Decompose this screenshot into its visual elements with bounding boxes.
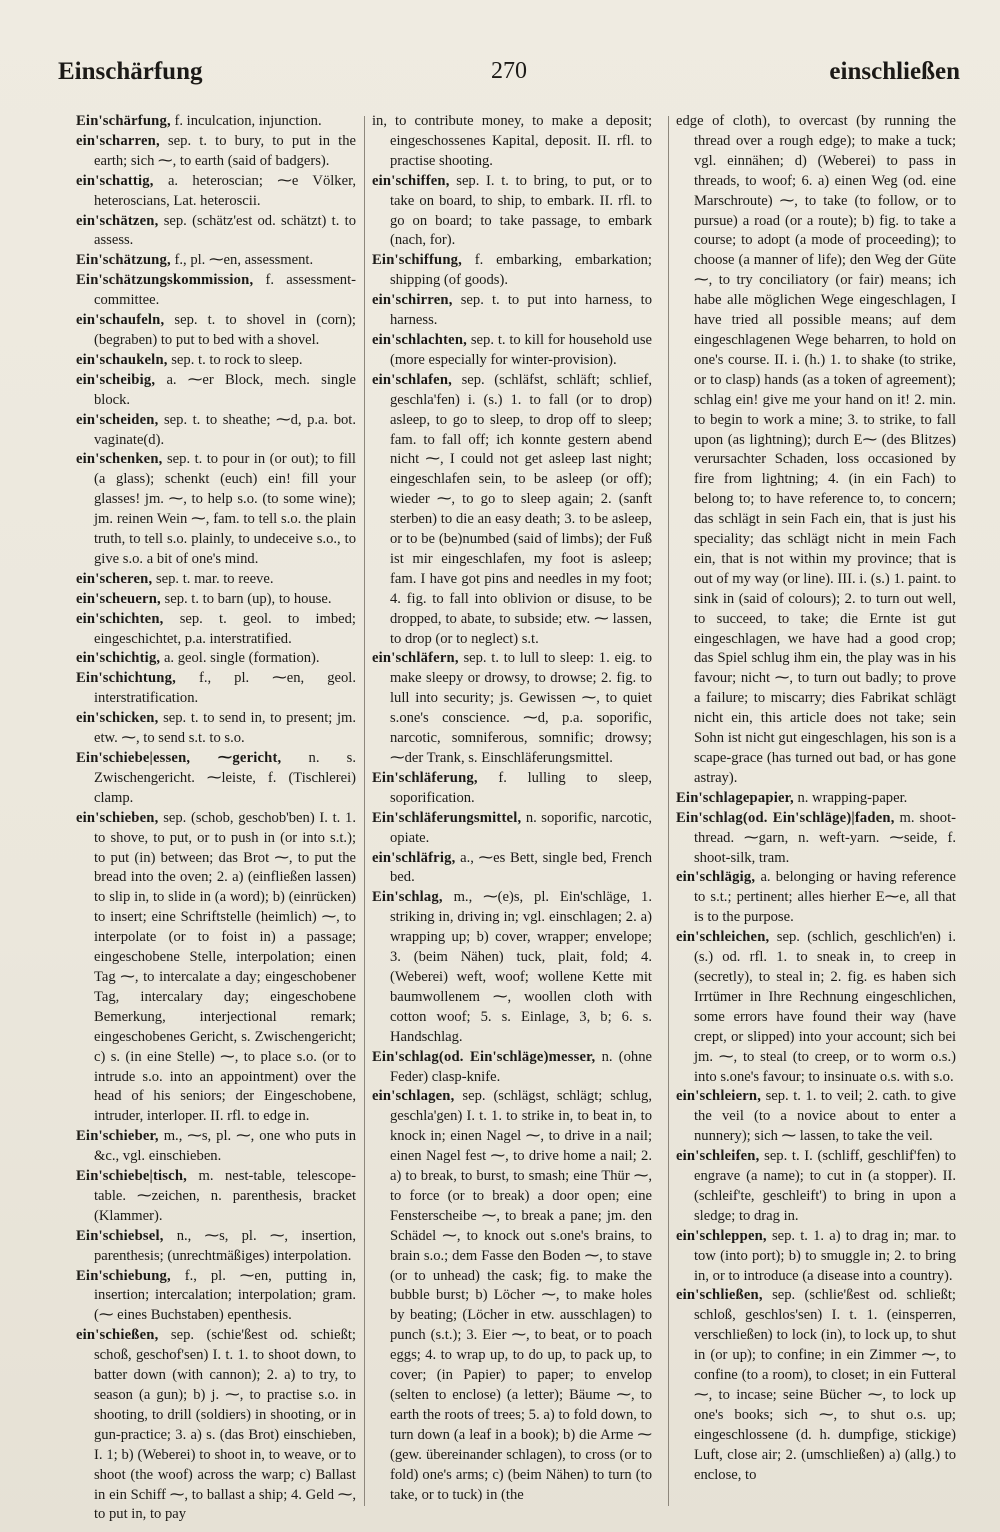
dictionary-entry [676, 789, 956, 809]
entry-definition: n. (ohne Feder) clasp-knife. [390, 1048, 652, 1085]
entry-definition: f. lulling to sleep, soporification. [390, 769, 652, 806]
entry-headword: ein'schleiern, [676, 1088, 762, 1105]
entry-headword: ein'schattig, [76, 172, 154, 189]
entry-headword: ein'scharren, [76, 132, 160, 149]
entry-definition: m. shoot-thread. ⁓garn, n. weft-yarn. ⁓seide, f. shoot-silk, tram. [694, 809, 956, 866]
dictionary-entry [76, 450, 356, 569]
dictionary-entry [372, 849, 652, 889]
dictionary-entry [676, 112, 956, 789]
dictionary-entry [676, 809, 956, 869]
entry-definition: sep. t. to put into harness, to harness. [390, 292, 652, 329]
entry-definition: sep. t. to shovel in (corn); (begraben) to put to bed with a shovel. [94, 312, 356, 348]
entry-definition: sep. t. I. (schliff, geschlif'fen) to engrave (a name); to cut in (a stopper). II. (schleif'te, geschleift') to bring in upon a sledge; to drag in. [694, 1148, 956, 1224]
dictionary-entry [372, 888, 652, 1047]
entry-definition: m. nest-table, telescope-table. ⁓zeichen, n. parenthesis, bracket (Klammer). [94, 1168, 356, 1224]
entry-definition: f. embarking, embarkation; shipping (of goods). [390, 252, 652, 289]
column-divider [668, 116, 669, 1506]
dictionary-entry [676, 1087, 956, 1147]
dictionary-entry [372, 371, 652, 650]
dictionary-entry [676, 1147, 956, 1227]
entry-headword: ein'schirren, [372, 292, 453, 309]
entry-definition: n. s. Zwischengericht. ⁓leiste, f. (Tischlerei) clamp. [94, 750, 356, 806]
text-columns [76, 112, 956, 1522]
entry-headword: ein'schichten, [76, 610, 164, 627]
entry-definition: f. inculcation, injunction. [170, 113, 322, 129]
entry-headword: Ein'schiebsel, [76, 1227, 164, 1244]
entry-headword: ein'schicken, [76, 710, 159, 727]
dictionary-entry [76, 172, 356, 212]
dictionary-entry [372, 112, 652, 172]
entry-definition: a. belonging or having reference to s.t.; pertinent; alles hierher E⁓e, all that is to the purpose. [694, 869, 956, 926]
running-header [58, 58, 960, 98]
entry-headword: Ein'schlagepapier, [676, 789, 794, 806]
dictionary-entry [76, 112, 356, 132]
entry-definition: sep. t. 1. to veil; 2. cath. to give the veil (to a novice about to enter a nunnery); sich ⁓ lassen, to take the veil. [694, 1088, 956, 1145]
entry-headword: Ein'schichtung, [76, 670, 176, 687]
entry-headword: ein'schleifen, [676, 1148, 760, 1165]
entry-headword: ein'schleichen, [676, 929, 770, 946]
entry-definition: sep. I. t. to bring, to put, or to take on board, to ship, to embark. II. rfl. to go on board; to take passage, to embark (nach, for). [390, 172, 652, 249]
entry-definition: sep. t. to rock to sleep. [167, 351, 303, 368]
entry-headword: Ein'schlag(od. Ein'schläge)messer, [372, 1048, 596, 1065]
entry-definition: sep. t. to lull to sleep: 1. eig. to make sleepy or drowsy, to drowse; 2. fig. to lull into security; js. Gewissen ⁓, to quiet s.one's conscience. ⁓d, p.a. soporific, narcotic, somniferous, somnific; drowsy; ⁓der Trank, s. Einschläferungsmittel. [390, 650, 652, 766]
entry-headword: ein'schiffen, [372, 172, 450, 189]
dictionary-entry [372, 1048, 652, 1088]
dictionary-entry [76, 649, 356, 669]
entry-definition: n., ⁓s, pl. ⁓, insertion, parenthesis; (unrechtmäßiges) interpolation. [94, 1227, 356, 1264]
dictionary-entry [676, 928, 956, 1087]
dictionary-entry [76, 610, 356, 650]
entry-headword: ein'schlachten, [372, 331, 468, 348]
dictionary-entry [676, 1286, 956, 1485]
entry-definition: m., ⁓(e)s, pl. Ein'schläge, 1. striking in, driving in; vgl. einschlagen; 2. a) wrapping up; b) cover, wrapper; envelope; 3. (beim Nähen) tuck, plait, fold; 4. (Weberei) weft, woof; wollene Kette mit baumwollenem ⁓, woollen cloth with cotton woof; 5. s. Einlage, 3, b; 6. s. Handschlag. [390, 889, 652, 1045]
entry-definition: sep. t. to kill for household use (more especially for winter-provision). [390, 331, 652, 368]
dictionary-entry [76, 1267, 356, 1327]
entry-definition: a., ⁓es Bett, single bed, French bed. [390, 849, 652, 886]
dictionary-entry [76, 251, 356, 271]
entry-headword: Ein'schätzung, [76, 252, 171, 269]
entry-headword: ein'schließen, [676, 1287, 763, 1304]
dictionary-entry [76, 1167, 356, 1227]
dictionary-entry [76, 749, 356, 809]
dictionary-entry [76, 132, 356, 172]
entry-headword: Ein'schiebe|tisch, [76, 1168, 188, 1185]
dictionary-entry [76, 1227, 356, 1267]
entry-definition: sep. (schlie'ßest od. schließt; schloß, geschlos'sen) I. t. 1. (einsperren, verschließen) to lock (in), to lock up, to shut in (or up); to confine; in ein Zimmer ⁓, to confine (to a room), to closet; in ein Futteral ⁓, to incase; seine Bücher ⁓, to lock up one's books; sich ⁓, to shut o.s. up; eingeschlossene (d. h. dumpfige, stickige) Luft, close air; 2. (umschließen) a) (allg.) to enclose, to [694, 1287, 956, 1483]
entry-headword: ein'schaufeln, [76, 312, 165, 329]
column-1 [76, 112, 356, 1522]
dictionary-entry [372, 291, 652, 331]
entry-definition: sep. (schob, geschob'ben) I. t. 1. to shove, to put, or to push in (or into s.t.); to put (in) between; das Brot ⁓, to put the bread into the oven; 2. a) (einfließen lassen) to slip in, to slide in (a word); b) (einrücken) to insert; eine Schriftstelle (heimlich) ⁓, to interpolate (or to foist in) a passage; eingeschobene Stelle, interpolation; einen Tag ⁓, to intercalate a day; eingeschobener Tag, intercalary day; eingeschobene Bemerkung, interjectional remark; eingeschobenes Gericht, s. Zwischengericht; c) s. (in eine Stelle) ⁓, to place s.o. (or to intrude s.o. into an appointment) over the head of his seniors; der Eingeschobene, intruder, interloper. II. rfl. to edge in. [94, 809, 356, 1125]
page-number: 270 [491, 58, 527, 84]
header-right-guideword: einschließen [829, 58, 960, 85]
entry-headword: ein'schießen, [76, 1327, 159, 1344]
dictionary-entry [676, 868, 956, 928]
dictionary-entry [76, 351, 356, 371]
header-left-guideword: Einschärfung [58, 58, 203, 85]
entry-headword: ein'schläfrig, [372, 849, 456, 866]
entry-headword: Ein'schätzungskommission, [76, 272, 254, 289]
dictionary-entry [372, 172, 652, 252]
entry-definition: sep. t. 1. a) to drag in; mar. to tow (into port); b) to smuggle in; 2. to bring in, or to introduce (a disease into a country). [694, 1227, 956, 1284]
entry-definition: sep. (schlich, geschlich'en) i. (s.) od. rfl. 1. to sneak in, to creep in (secretly), to steal in; 2. fig. es haben sich Irrtümer in Ihre Rechnung eingeschlichen, some errors have found their way (have crept, or slipped) into your account; sich bei jm. ⁓, to steal (to creep, or to worm o.s.) into s.one's favour; to insinuate o.s. with s.o. [694, 929, 956, 1085]
dictionary-entry [76, 271, 356, 311]
dictionary-entry [372, 1087, 652, 1505]
entry-headword: Ein'schläferungsmittel, [372, 809, 522, 826]
entry-headword: Ein'schläferung, [372, 769, 478, 786]
dictionary-entry [372, 331, 652, 371]
dictionary-entry [76, 669, 356, 709]
column-2 [372, 112, 652, 1522]
dictionary-entry [76, 371, 356, 411]
entry-headword: ein'schaukeln, [76, 351, 168, 368]
dictionary-entry [372, 809, 652, 849]
entry-headword: Ein'schärfung, [76, 113, 171, 129]
entry-headword: Ein'schiebe|essen, ⁓gericht, [76, 750, 282, 766]
entry-headword: ein'scheuern, [76, 590, 161, 607]
dictionary-entry [76, 590, 356, 610]
entry-definition: f., pl. ⁓en, putting in, insertion; intercalation; interpolation; gram. (⁓ eines Buchstaben) epenthesis. [94, 1267, 356, 1324]
dictionary-entry [76, 311, 356, 351]
entry-headword: ein'schläfern, [372, 650, 459, 667]
entry-headword: Ein'schieber, [76, 1128, 159, 1145]
dictionary-entry [372, 769, 652, 809]
entry-definition: sep. (schie'ßest od. schießt; schoß, geschof'sen) I. t. 1. to shoot down, to batter down (with cannon); 2. a) to try, to season (a gun); b) j. ⁓, to practise s.o. in shooting, to drill (soldiers) in shooting, or in gun-practice; 3. a) s. (das Brot) einschieben, I. 1; b) (Weberei) to shoot in, to weave, or to shoot (the woof) across the warp; c) Ballast in ein Schiff ⁓, to ballast a ship; 4. Geld ⁓, to put in, to pay [94, 1327, 356, 1522]
entry-definition: sep. t. to send in, to present; jm. etw. ⁓, to send s.t. to s.o. [94, 710, 356, 747]
entry-definition: sep. (schlägst, schlägt; schlug, geschla'gen) I. t. 1. to strike in, to beat in, to knock in; einen Nagel ⁓, to drive in a nail; einen Nagel fest ⁓, to drive home a nail; 2. a) to break, to burst, to smash; eine Thür ⁓, to force (or to break) a door open; eine Fensterscheibe ⁓, to break a pane; jm. den Schädel ⁓, to knock out s.one's brains, to brain s.o.; dem Fasse den Boden ⁓, to stave (or to unhead) the cask; fig. to make the bubble burst; b) Löcher ⁓, to make holes by beating; (Löcher in etw. ausschlagen) to punch (s.t.); 3. Eier ⁓, to beat, or to poach eggs; 4. to wrap up, to do up, to pack up, to cover; (in Papier) to paper; to envelop (selten to enclose) (a letter); Bäume ⁓, to earth the roots of trees; 5. a) to fold down, to turn down (a leaf in a book); b) die Arme ⁓ (gew. übereinander schlagen), to cross (or to fold) one's arms; c) (beim Nähen) to turn (to take, or to tuck) in (the [390, 1088, 652, 1503]
column-3 [676, 112, 956, 1522]
dictionary-entry [76, 212, 356, 252]
entry-headword: ein'scheibig, [76, 371, 156, 388]
entry-definition: a. heteroscian; ⁓e Völker, heteroscians, Lat. heteroscii. [94, 172, 356, 209]
entry-definition: sep. t. mar. to reeve. [152, 570, 274, 587]
entry-headword: ein'schlägig, [676, 869, 756, 886]
entry-headword: ein'schlagen, [372, 1088, 455, 1105]
entry-headword: ein'schichtig, [76, 650, 161, 667]
entry-headword: ein'schenken, [76, 451, 163, 468]
entry-definition: in, to contribute money, to make a deposit; eingeschossenes Kapital, deposit. II. rfl. to practise shooting. [372, 113, 652, 169]
column-divider [364, 116, 365, 1506]
entry-definition: sep. (schätz'est od. schätzt) t. to assess. [94, 212, 356, 249]
entry-definition: sep. (schläfst, schläft; schlief, geschla'fen) i. (s.) 1. to fall (or to drop) asleep, to go to sleep, to drop off to sleep; fam. to fall off; ich konnte gestern abend nicht ⁓, I could not get asleep last night; eingeschlafen sein, to be asleep (or off); wieder ⁓, to go to sleep again; 2. (sanft sterben) to die an easy death; 3. to be asleep, or to be (be)numbed (said of limbs); der Fuß ist mir eingeschlafen, my foot is asleep; fam. I have got pins and needles in my foot; 4. fig. to fall into oblivion or disuse, to be dropped, to abate, to subside; etw. ⁓ lassen, to drop (or to neglect) s.t. [390, 371, 652, 647]
entry-definition: sep. t. to sheathe; ⁓d, p.a. bot. vaginate(d). [94, 411, 356, 448]
entry-definition: f. assessment-committee. [94, 272, 356, 309]
entry-definition: a. geol. single (formation). [160, 650, 320, 667]
dictionary-entry [676, 1227, 956, 1287]
entry-headword: ein'scheiden, [76, 411, 159, 428]
entry-headword: Ein'schiffung, [372, 252, 462, 269]
entry-definition: sep. t. geol. to imbed; eingeschichtet, p.a. interstratified. [94, 610, 356, 647]
dictionary-entry [76, 709, 356, 749]
entry-definition: n. wrapping-paper. [793, 789, 908, 806]
dictionary-entry [76, 809, 356, 1128]
entry-headword: ein'schlafen, [372, 371, 453, 388]
entry-headword: Ein'schiebung, [76, 1267, 171, 1284]
dictionary-entry [76, 1127, 356, 1167]
dictionary-entry [372, 649, 652, 768]
entry-definition: f., pl. ⁓en, geol. interstratification. [94, 670, 356, 707]
entry-definition: sep. t. to pour in (or out); to fill (a glass); schenkt (euch) ein! fill your glasses! jm. ⁓, to help s.o. (to some wine); jm. reinen Wein ⁓, fam. to tell s.o. the plain truth, to tell s.o. plainly, to undeceive s.o., to give s.o. a bit of one's mind. [94, 451, 356, 567]
entry-definition: edge of cloth), to overcast (by running the thread over a rough edge); to make a tuck; vgl. einnähen; d) (Weberei) to pass in threads, to woof; 6. a) einen Weg (od. eine Marschroute) ⁓, to take (to follow, or to pursue) a road (or a route); b) fig. to take a course; to adopt (a mode of proceeding); to choose (a manner of life); den Weg der Güte ⁓, to try conciliatory (or fair) means; ich habe alle möglichen Wege eingeschlagen, I have tried all possible means; auf dem eingeschlagenen Wege beharren, to hold on one's course. II. i. (h.) 1. to shake (to strike, or to clasp) hands (as a token of agreement); schlag ein! give me your hand on it! 2. min. to begin to work a mine; 3. to strike, to fall upon (as lightning); durch E⁓ (des Blitzes) verursachter Schaden, loss occasioned by fire from lightning; 4. (in ein Fach) to belong to; to have reference to, to concern; das schlägt in sein Fach ein, that is just his speciality; das schlägt nicht in mein Fach ein, that is not within my province; that is out of my way (or line). III. i. (s.) 1. paint. to sink in (said of colours); 2. to turn out well, to succeed, to take; die Ernte ist gut eingeschlagen, we have had a good crop; das Spiel schlug ihm ein, the play was in his favour; nicht ⁓, to turn out badly; to prove a failure; to miscarry; dies Fabrikat schlägt nicht ein, this article does not take; sein Sohn ist nicht gut eingeschlagen, his son is a scape-grace (has turned out bad, or has gone astray). [676, 113, 956, 786]
entry-definition: sep. t. to bury, to put in the earth; sich ⁓, to earth (said of badgers). [94, 132, 356, 169]
entry-definition: sep. t. to barn (up), to house. [160, 590, 332, 607]
entry-headword: Ein'schlag(od. Ein'schläge)|faden, [676, 809, 895, 826]
entry-headword: Ein'schlag, [372, 889, 443, 906]
entry-definition: n. soporific, narcotic, opiate. [390, 809, 652, 846]
dictionary-entry [76, 570, 356, 590]
entry-headword: ein'scheren, [76, 570, 153, 587]
entry-definition: f., pl. ⁓en, assessment. [170, 252, 314, 269]
entry-definition: a. ⁓er Block, mech. single block. [94, 371, 356, 408]
entry-definition: m., ⁓s, pl. ⁓, one who puts in &c., vgl. einschieben. [94, 1128, 356, 1165]
entry-headword: ein'schleppen, [676, 1227, 767, 1244]
entry-headword: ein'schätzen, [76, 212, 159, 229]
entry-headword: ein'schieben, [76, 809, 159, 826]
dictionary-entry [372, 251, 652, 291]
dictionary-entry [76, 411, 356, 451]
dictionary-entry [76, 1326, 356, 1522]
